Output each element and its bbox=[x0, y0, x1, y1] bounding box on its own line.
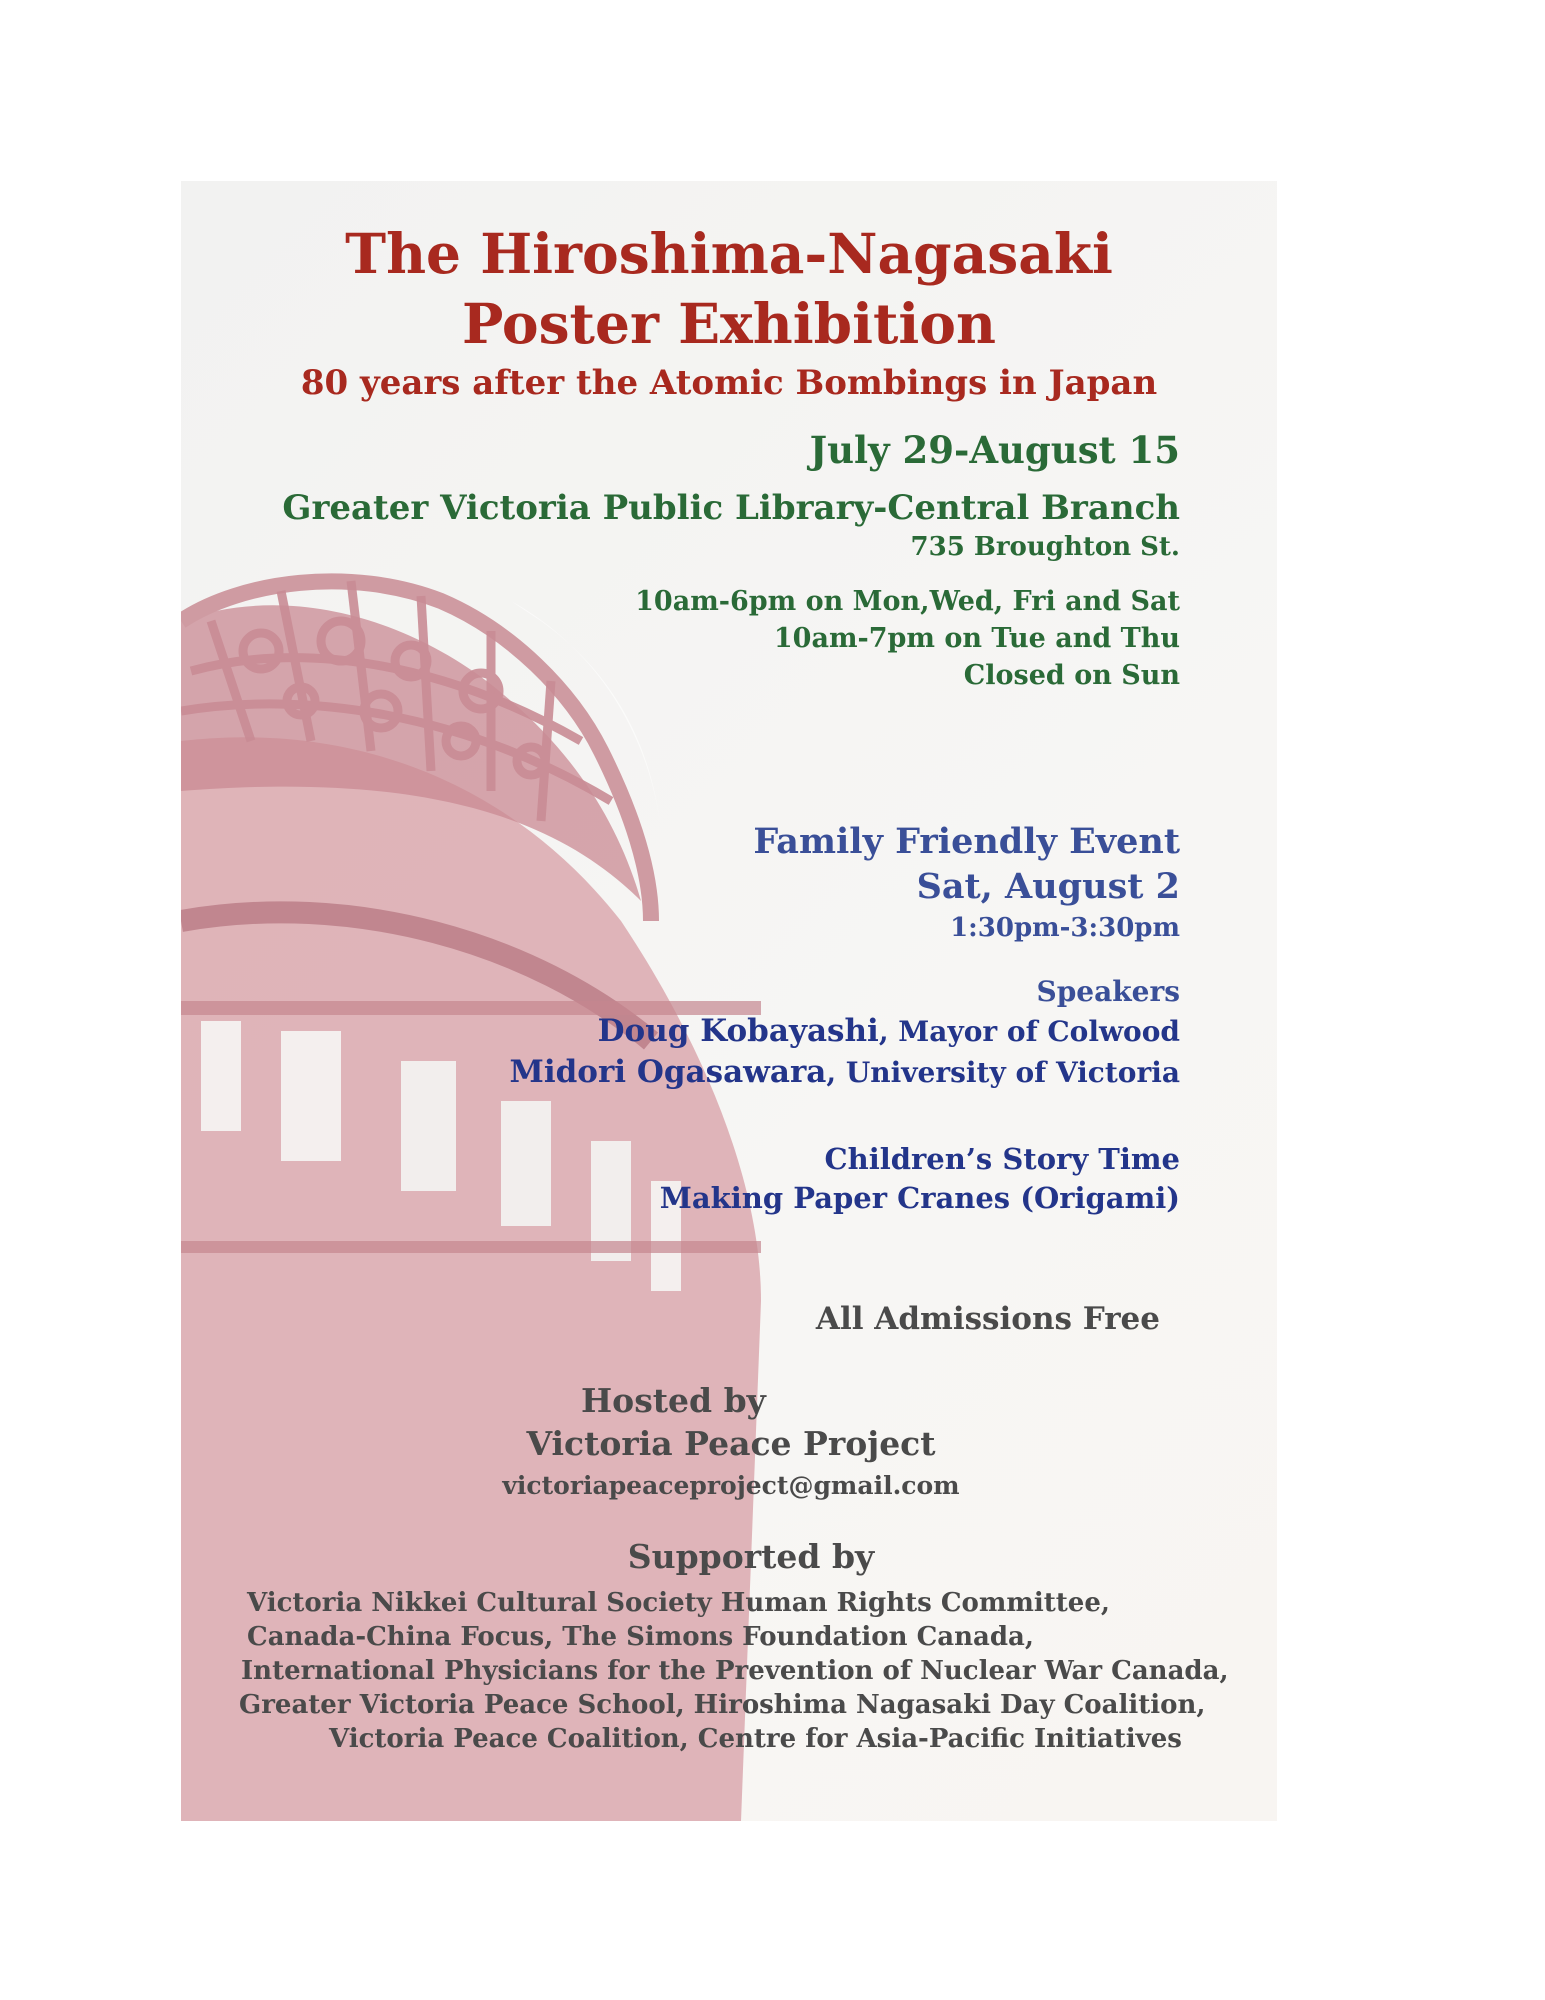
admission: All Admissions Free bbox=[815, 1301, 1160, 1337]
activity-1: Children’s Story Time bbox=[824, 1142, 1180, 1176]
speaker-2-name: Midori Ogasawara bbox=[509, 1054, 827, 1090]
hosted-by-heading: Hosted by bbox=[581, 1381, 766, 1420]
supporter-line-4: Greater Victoria Peace School, Hiroshima Nagasaki Day Coalition, bbox=[239, 1690, 1206, 1720]
speaker-2 bbox=[510, 1054, 1180, 1090]
venue-address: 735 Broughton St. bbox=[910, 532, 1180, 562]
speaker-2-role: , University of Victoria bbox=[826, 1056, 1180, 1089]
host-name: Victoria Peace Project bbox=[526, 1424, 936, 1463]
event-date: Sat, August 2 bbox=[916, 866, 1180, 907]
supporter-line-1: Victoria Nikkei Cultural Society Human Rights Committee, bbox=[247, 1588, 1110, 1618]
hours-line-3: Closed on Sun bbox=[963, 660, 1180, 691]
event-time: 1:30pm-3:30pm bbox=[950, 913, 1180, 943]
activity-2: Making Paper Cranes (Origami) bbox=[659, 1181, 1180, 1215]
event-title: Family Friendly Event bbox=[753, 821, 1180, 862]
speaker-1-name: Doug Kobayashi bbox=[597, 1013, 879, 1049]
title-line-2: Poster Exhibition bbox=[462, 291, 996, 356]
title-line-1: The Hiroshima-Nagasaki bbox=[345, 221, 1113, 286]
speaker-1 bbox=[598, 1013, 1180, 1049]
hours-line-1: 10am-6pm on Mon,Wed, Fri and Sat bbox=[635, 586, 1180, 617]
poster bbox=[181, 181, 1277, 1821]
subtitle: 80 years after the Atomic Bombings in Japan bbox=[300, 363, 1158, 403]
host-email: victoriapeaceproject@gmail.com bbox=[502, 1471, 960, 1500]
speaker-1-role: , Mayor of Colwood bbox=[878, 1015, 1180, 1048]
supporter-line-2: Canada-China Focus, The Simons Foundation Canada, bbox=[247, 1622, 1034, 1652]
speakers-heading: Speakers bbox=[1036, 975, 1180, 1008]
supporter-line-5: Victoria Peace Coalition, Centre for Asia-Pacific Initiatives bbox=[329, 1724, 1182, 1754]
supporter-line-3: International Physicians for the Prevention of Nuclear War Canada, bbox=[241, 1656, 1229, 1686]
hours-line-2: 10am-7pm on Tue and Thu bbox=[773, 623, 1180, 654]
venue-name: Greater Victoria Public Library-Central Branch bbox=[282, 488, 1180, 528]
exhibition-dates: July 29-August 15 bbox=[809, 428, 1180, 472]
supported-by-heading: Supported by bbox=[627, 1537, 875, 1576]
